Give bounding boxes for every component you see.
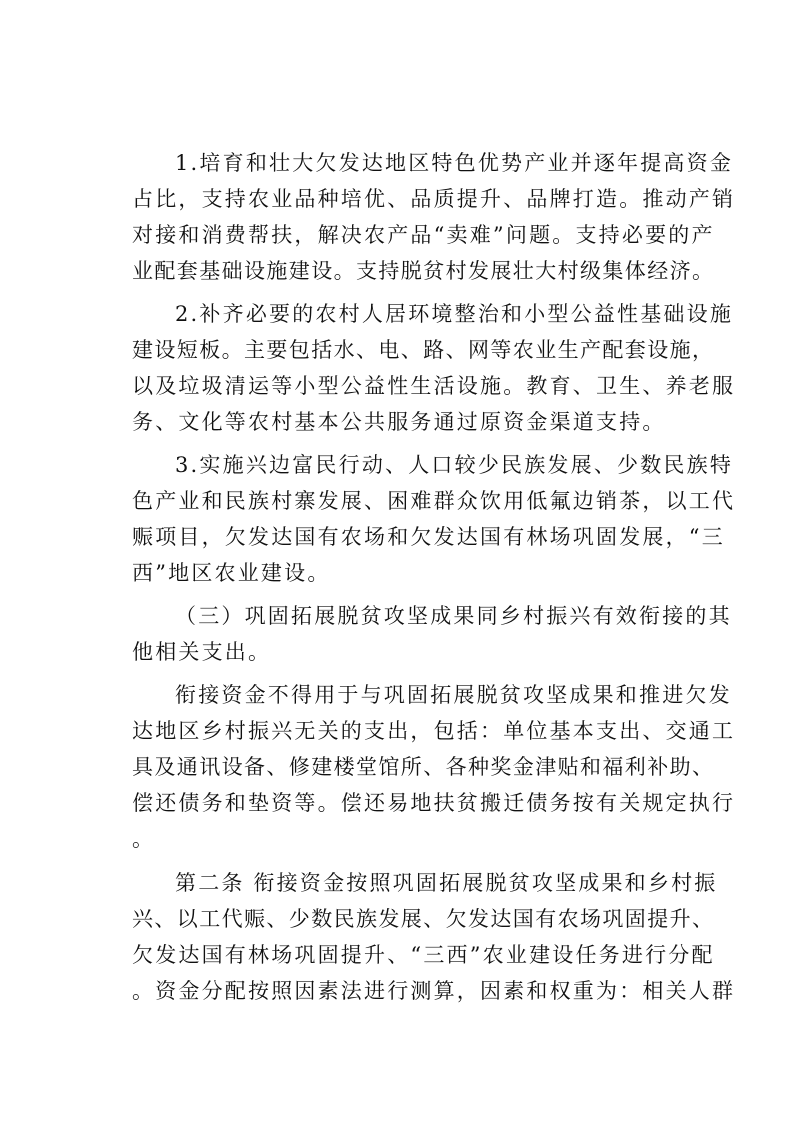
- section-heading-line-1: （三）巩固拓展脱贫攻坚成果同乡村振兴有效衔接的其: [175, 604, 732, 628]
- paragraph-2-line-2: 建设短板。主要包括水、电、路、网等农业生产配套设施，: [132, 338, 715, 362]
- paragraph-2-line-1: 2.补齐必要的农村人居环境整治和小型公益性基础设施: [175, 302, 734, 326]
- paragraph-3-line-2: 色产业和民族村寨发展、困难群众饮用低氟边销茶，以工代: [132, 489, 736, 513]
- paragraph-3-line-4: 西”地区农业建设。: [132, 561, 331, 585]
- paragraph-3-line-3: 赈项目，欠发达国有农场和欠发达国有林场巩固发展，“三: [132, 525, 725, 549]
- paragraph-4-line-5: 。: [132, 827, 156, 851]
- paragraph-4-line-1: 衔接资金不得用于与巩固拓展脱贫攻坚成果和推进欠发: [175, 683, 732, 707]
- paragraph-1-line-2: 占比，支持农业品种培优、品质提升、品牌打造。推动产销: [132, 187, 736, 211]
- article-2-line-3: 欠发达国有林场巩固提升、“三西”农业建设任务进行分配: [132, 943, 715, 967]
- article-2-line-4: 。资金分配按照因素法进行测算，因素和权重为：相关人群: [132, 979, 736, 1003]
- paragraph-3-line-1: 3.实施兴边富民行动、人口较少民族发展、少数民族特: [175, 453, 734, 477]
- section-heading-line-2: 他相关支出。: [132, 640, 272, 664]
- paragraph-4-line-4: 偿还债务和垫资等。偿还易地扶贫搬迁债务按有关规定执行: [132, 791, 736, 815]
- paragraph-1-line-1: 1.培育和壮大欠发达地区特色优势产业并逐年提高资金: [175, 151, 734, 175]
- paragraph-1-line-4: 业配套基础设施建设。支持脱贫村发展壮大村级集体经济。: [132, 259, 715, 283]
- article-2-line-2: 兴、以工代赈、少数民族发展、欠发达国有农场巩固提升、: [132, 907, 715, 931]
- paragraph-4-line-2: 达地区乡村振兴无关的支出，包括：单位基本支出、交通工: [132, 719, 736, 743]
- paragraph-2-line-3: 以及垃圾清运等小型公益性生活设施。教育、卫生、养老服: [132, 374, 736, 398]
- article-2-line-1: 第二条 衔接资金按照巩固拓展脱贫攻坚成果和乡村振: [175, 871, 718, 895]
- paragraph-1-line-3: 对接和消费帮扶，解决农产品“卖难”问题。支持必要的产: [132, 223, 715, 247]
- paragraph-2-line-4: 务、文化等农村基本公共服务通过原资金渠道支持。: [132, 410, 666, 434]
- paragraph-4-line-3: 具及通讯设备、修建楼堂馆所、各种奖金津贴和福利补助、: [132, 755, 715, 779]
